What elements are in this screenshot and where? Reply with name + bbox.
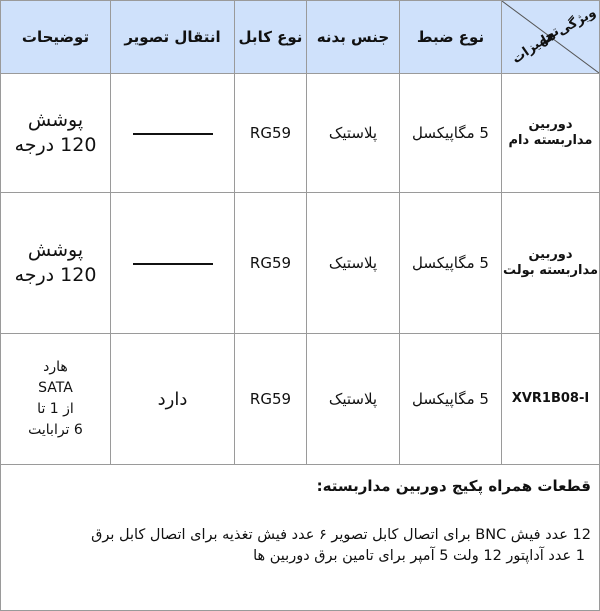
recording-cell: 5 مگاپیکسل <box>400 193 502 334</box>
package-notes-cell <box>1 465 600 611</box>
body-cell: پلاستیک <box>307 74 400 193</box>
table-row <box>1 74 600 193</box>
header-body-material: جنس بدنه <box>307 1 400 74</box>
description-text: 120 درجه <box>14 134 97 156</box>
transmission-cell <box>111 74 235 193</box>
equipment-name-cell: XVR1B08-I <box>502 334 600 465</box>
package-notes-title: قطعات همراه پکیج دوربین مداربسته: <box>316 477 591 495</box>
table-row <box>1 334 600 465</box>
description-text: 6 ترابایت <box>28 422 83 438</box>
not-applicable-dash <box>133 263 213 265</box>
package-notes-line: 12 عدد فیش BNC برای اتصال کابل تصویر ۶ عدد فیش تغذیه برای اتصال کابل برق <box>91 527 591 543</box>
description-text: هارد <box>43 359 68 375</box>
header-features-label: ویژگی ها <box>538 5 599 49</box>
header-cable-type: نوع کابل <box>235 1 307 74</box>
table-row <box>1 193 600 334</box>
description-text: پوشش <box>27 109 84 131</box>
package-notes-line: 1 عدد آداپتور 12 ولت 5 آمپر برای تامین برق دوربین ها <box>253 548 585 564</box>
cable-cell: RG59 <box>235 193 307 334</box>
cable-cell: RG59 <box>235 74 307 193</box>
description-cell <box>1 74 111 193</box>
package-notes-row <box>1 465 600 611</box>
description-cell <box>1 334 111 465</box>
transmission-cell <box>111 193 235 334</box>
header-corner-cell <box>502 1 600 74</box>
equipment-name-cell: دوربین مداربسته دام <box>502 74 600 193</box>
header-equipment-label: تجهیزات <box>509 23 563 67</box>
recording-cell: 5 مگاپیکسل <box>400 74 502 193</box>
recording-cell: 5 مگاپیکسل <box>400 334 502 465</box>
header-recording-type: نوع ضبط <box>400 1 502 74</box>
body-cell: پلاستیک <box>307 334 400 465</box>
description-text: SATA <box>38 380 73 396</box>
description-text: پوشش <box>27 239 84 261</box>
description-cell <box>1 193 111 334</box>
not-applicable-dash <box>133 133 213 135</box>
description-text: 120 درجه <box>14 264 97 286</box>
cable-cell: RG59 <box>235 334 307 465</box>
table-header-row <box>1 1 600 74</box>
header-description: توضیحات <box>1 1 111 74</box>
equipment-name-cell: دوربین مداربسته بولت <box>502 193 600 334</box>
transmission-cell: دارد <box>111 334 235 465</box>
header-transmission: انتقال تصویر <box>111 1 235 74</box>
description-text: از 1 تا <box>37 401 74 417</box>
body-cell: پلاستیک <box>307 193 400 334</box>
